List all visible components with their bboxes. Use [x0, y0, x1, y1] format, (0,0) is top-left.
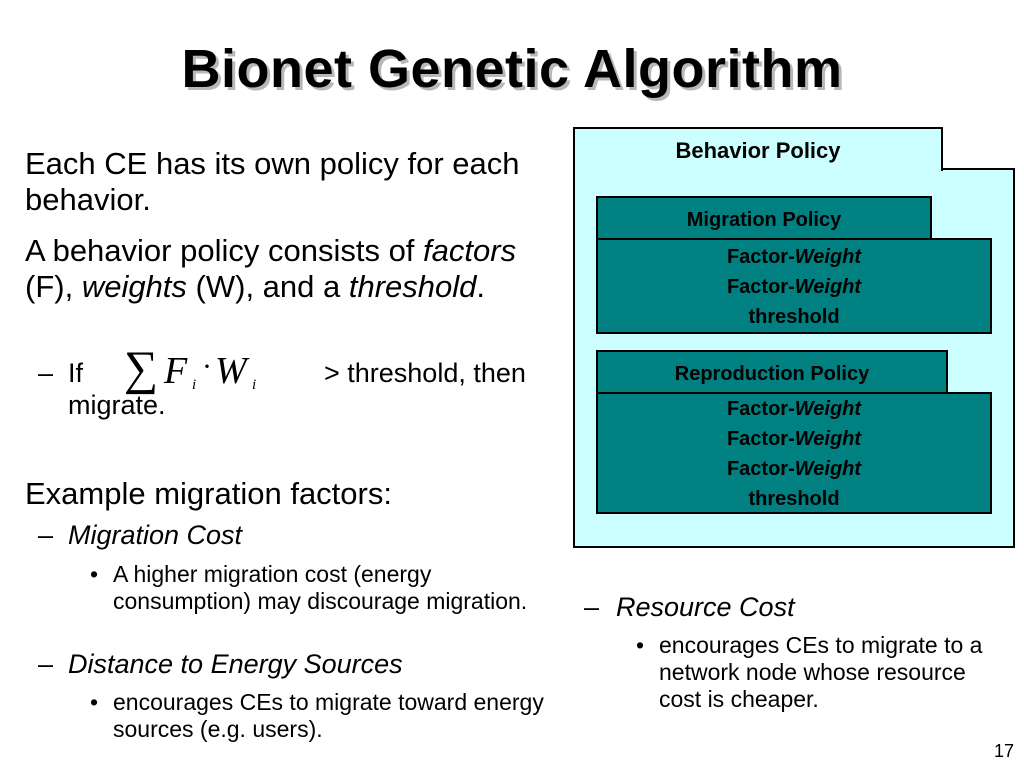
- factor-weight-row: [598, 242, 990, 272]
- paragraph-behavior-policy: [25, 233, 570, 305]
- sum-symbol: ∑: [124, 342, 159, 395]
- bullet: •: [90, 689, 99, 715]
- factor-name: [616, 591, 795, 623]
- paragraph-policy-per-behavior: Each CE has its own policy for each behavior.: [25, 146, 520, 217]
- formula-dot: ·: [202, 350, 212, 383]
- factor-label: Factor-: [726, 276, 795, 298]
- formula-subscript: i: [192, 377, 197, 393]
- factor-description: encourages CEs to migrate toward energy sources (e.g. users).: [113, 689, 544, 742]
- weight-label: Weight: [794, 428, 862, 450]
- threshold-label: threshold: [748, 488, 840, 510]
- bullet: •: [90, 561, 99, 587]
- slide-number: 17: [993, 741, 1014, 761]
- weight-label: Weight: [794, 246, 862, 268]
- factor-description: A higher migration cost (energy consumption) may discourage migration.: [113, 561, 528, 614]
- slide-title: Bionet Genetic Algorithm: [181, 39, 843, 99]
- threshold-label: threshold: [748, 306, 840, 328]
- dash-bullet: –: [38, 358, 54, 388]
- weight-label: Weight: [794, 398, 862, 420]
- text-threshold: threshold: [348, 269, 477, 304]
- migration-policy-tab: Migration Policy: [596, 196, 932, 242]
- factor-label: Factor-: [726, 246, 795, 268]
- factor-description: encourages CEs to migrate to a network node whose resource cost is cheaper.: [659, 632, 983, 712]
- rule-then: > threshold, then migrate.: [68, 358, 526, 420]
- migration-policy-body: [596, 238, 992, 334]
- factor-name: [68, 519, 242, 551]
- factor-weight-row: [598, 272, 990, 302]
- text: (F),: [25, 269, 82, 304]
- behavior-policy-tab: Behavior Policy: [573, 127, 943, 171]
- weight-label: Weight: [794, 458, 862, 480]
- weight-label: Weight: [794, 276, 862, 298]
- factor-weight-row: [598, 454, 990, 484]
- bullet: •: [636, 632, 645, 658]
- text-factors: factors: [423, 233, 517, 268]
- example-heading: Example migration factors:: [25, 476, 392, 511]
- factor-weight-row: [598, 394, 990, 424]
- formula-w: W: [215, 350, 247, 392]
- text: (W), and a: [186, 269, 349, 304]
- reproduction-policy-tab: Reproduction Policy: [596, 350, 948, 396]
- formula-subscript: i: [252, 377, 257, 393]
- factor-label: Factor-: [726, 428, 795, 450]
- factor-name-text: Resource Cost: [616, 592, 795, 622]
- factor-label: Factor-: [726, 458, 795, 480]
- factor-name: [68, 648, 403, 680]
- dash-bullet: –: [584, 592, 600, 622]
- formula-f: F: [164, 350, 188, 392]
- factor-name-text: Distance to Energy Sources: [68, 649, 403, 679]
- factor-name-text: Migration Cost: [68, 520, 243, 550]
- text: .: [476, 269, 486, 304]
- factor-label: Factor-: [726, 398, 795, 420]
- reproduction-policy-body: [596, 392, 992, 514]
- text: A behavior policy consists of: [25, 233, 424, 268]
- factor-weight-row: [598, 424, 990, 454]
- dash-bullet: –: [38, 649, 54, 679]
- rule-if: If: [68, 358, 84, 388]
- dash-bullet: –: [38, 520, 54, 550]
- text-weights: weights: [81, 269, 187, 304]
